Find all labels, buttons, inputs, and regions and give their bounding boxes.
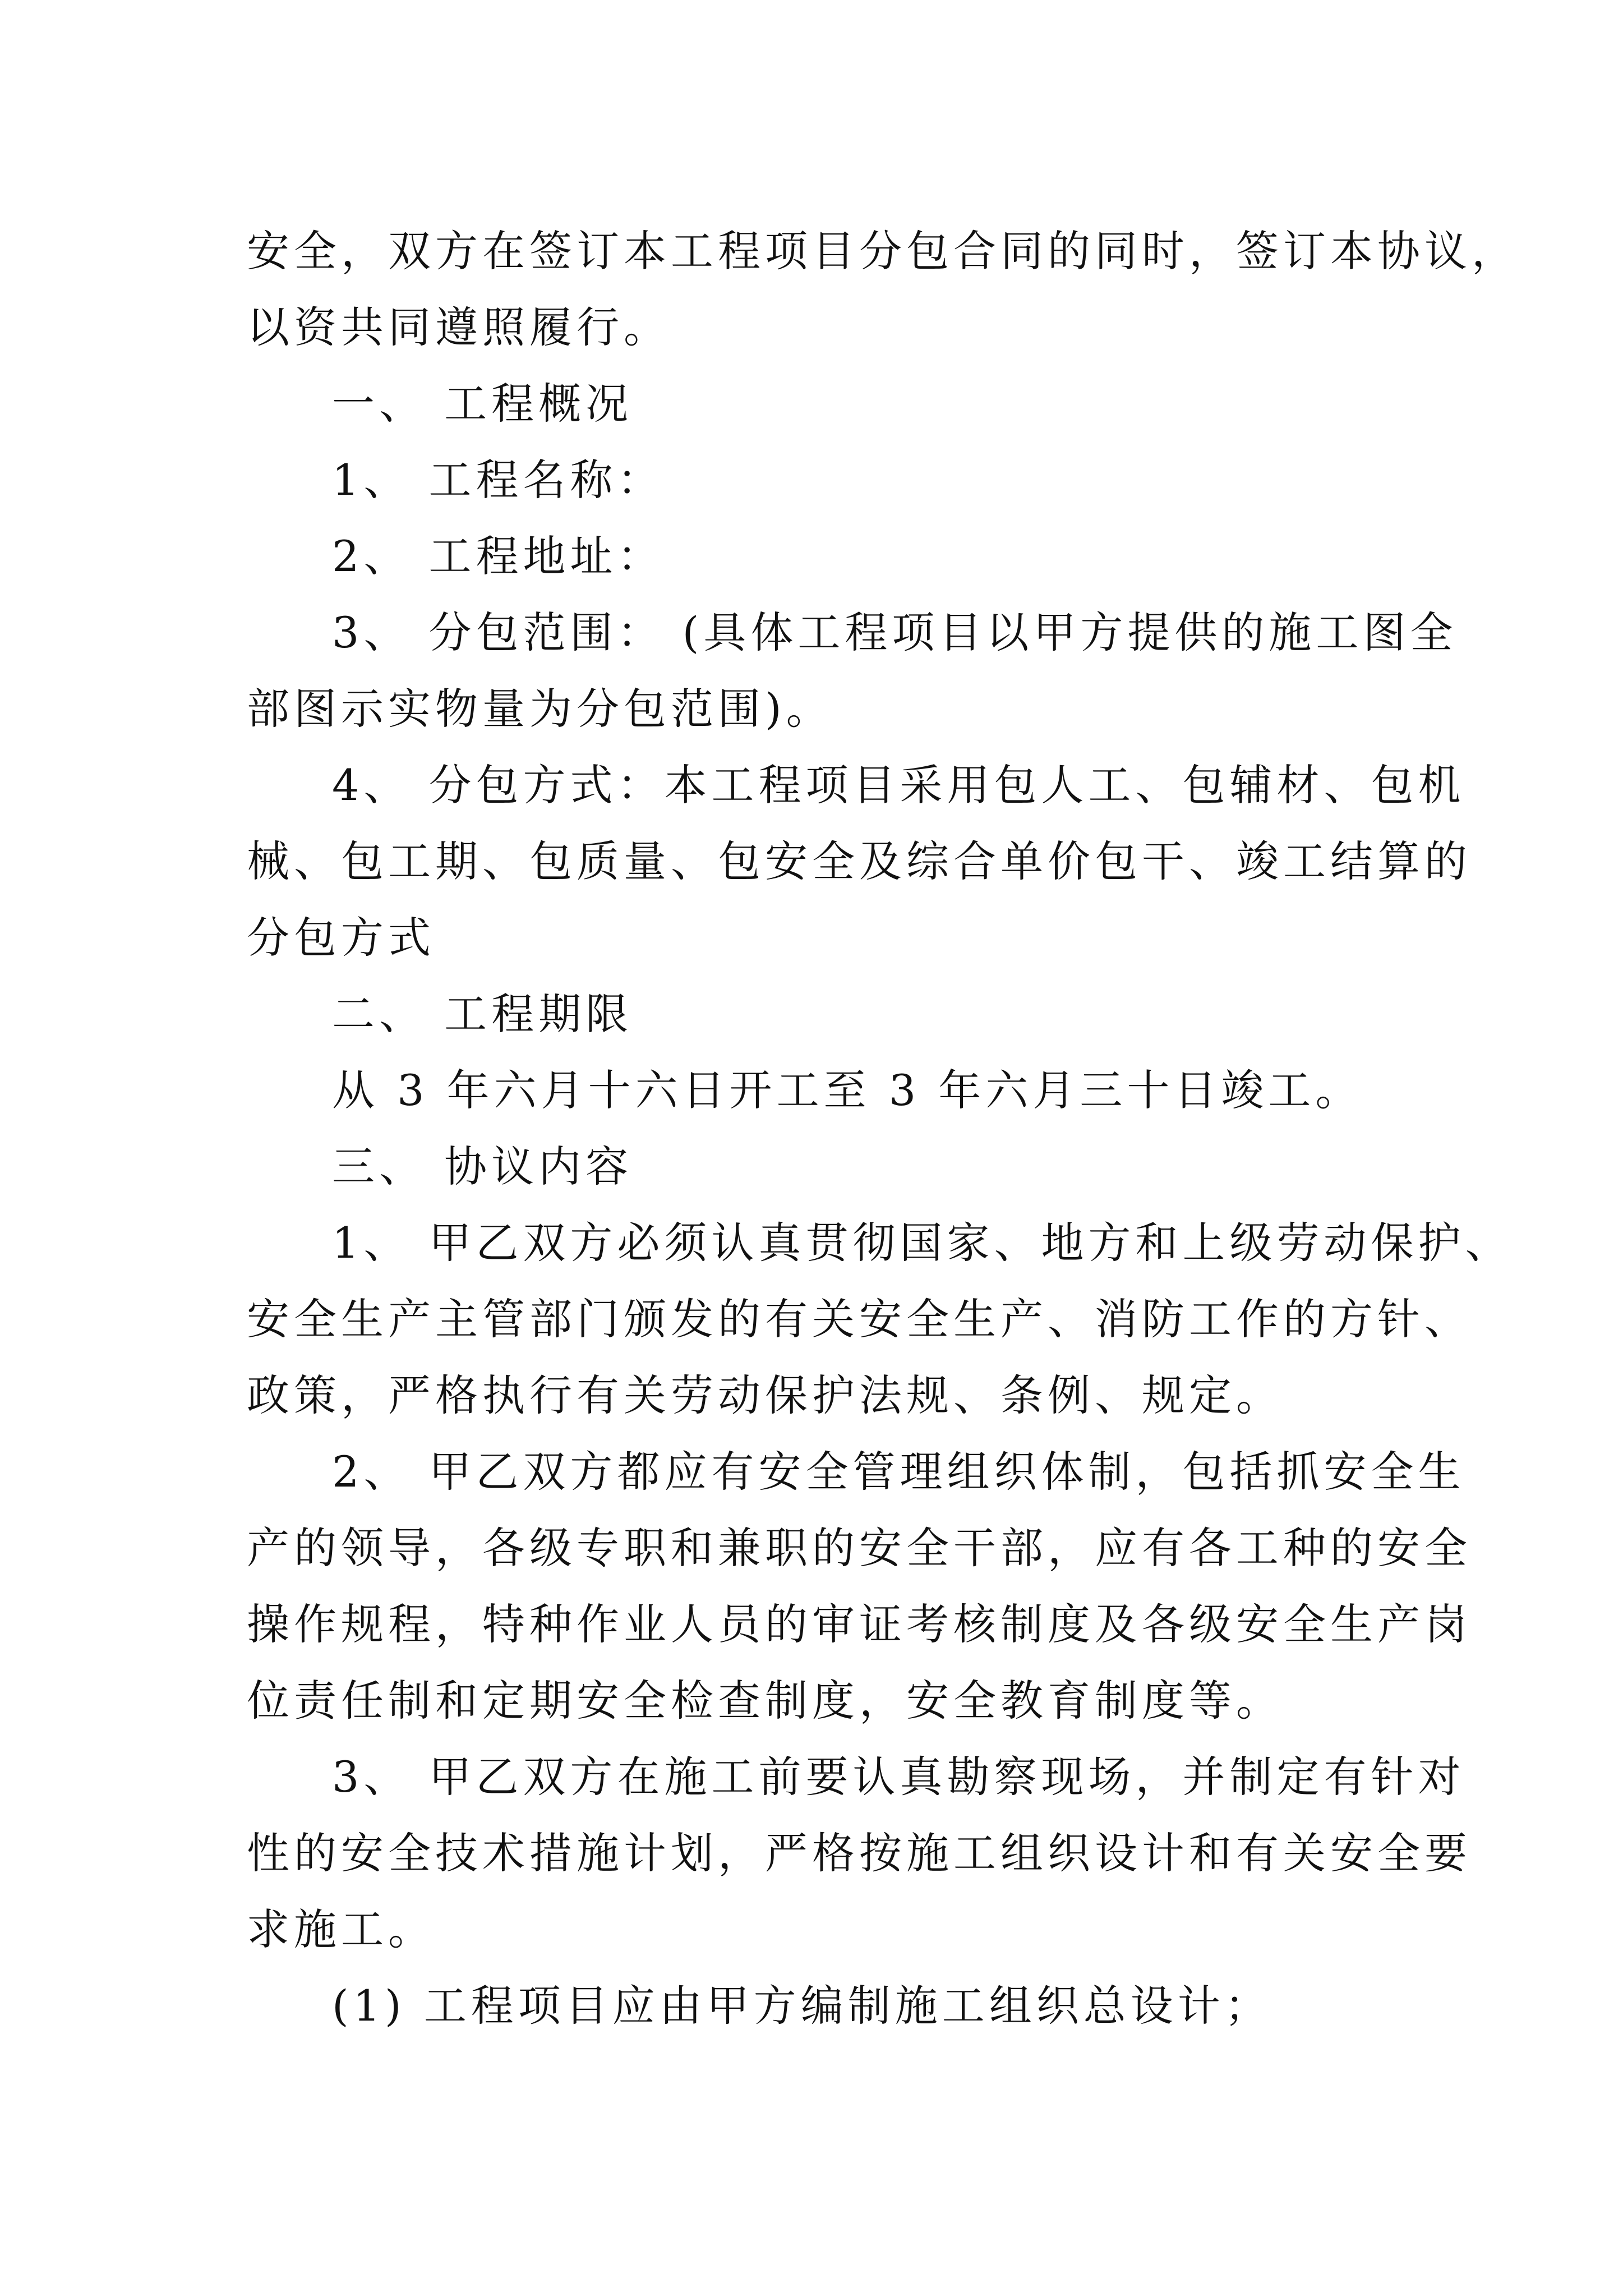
document-body xyxy=(247,213,1519,2044)
text-line: 分包方式 xyxy=(247,913,435,963)
text-line: 求施工。 xyxy=(247,1904,435,1954)
text-line: 3、 甲乙双方在施工前要认真勘察现场，并制定有针对 xyxy=(332,1752,1465,1802)
text-line: 安全，双方在签订本工程项目分包合同的同时，签订本协议， xyxy=(247,226,1519,276)
text-line: 位责任制和定期安全检查制度，安全教育制度等。 xyxy=(247,1676,1283,1726)
text-line: 从 3 年六月十六日开工至 3 年六月三十日竣工。 xyxy=(332,1065,1363,1115)
section-heading-period: 二、 工程期限 xyxy=(332,989,633,1039)
text-line: 4、 分包方式：本工程项目采用包人工、包辅材、包机 xyxy=(332,760,1465,810)
text-line: 1、 甲乙双方必须认真贯彻国家、地方和上级劳动保护、 xyxy=(332,1218,1513,1268)
text-line: (1) 工程项目应由甲方编制施工组织总设计； xyxy=(332,1981,1272,2031)
text-line: 1、 工程名称： xyxy=(332,455,665,505)
text-line: 产的领导，各级专职和兼职的安全干部，应有各工种的安全 xyxy=(247,1523,1472,1573)
text-line: 操作规程，特种作业人员的审证考核制度及各级安全生产岗 xyxy=(247,1599,1472,1649)
text-line: 部图示实物量为分包范围)。 xyxy=(247,684,833,734)
text-line: 政策，严格执行有关劳动保护法规、条例、规定。 xyxy=(247,1370,1283,1420)
section-heading-content: 三、 协议内容 xyxy=(332,1142,633,1191)
text-line: 2、 甲乙双方都应有安全管理组织体制，包括抓安全生 xyxy=(332,1447,1465,1497)
text-line: 安全生产主管部门颁发的有关安全生产、消防工作的方针、 xyxy=(247,1294,1472,1344)
text-line: 3、 分包范围： (具体工程项目以甲方提供的施工图全 xyxy=(332,608,1458,657)
text-line: 以资共同遵照履行。 xyxy=(247,302,671,352)
text-line: 械、包工期、包质量、包安全及综合单价包干、竣工结算的 xyxy=(247,836,1472,886)
section-heading-overview: 一、 工程概况 xyxy=(332,379,633,429)
text-line: 2、 工程地址： xyxy=(332,531,665,581)
text-line: 性的安全技术措施计划，严格按施工组织设计和有关安全要 xyxy=(247,1828,1472,1878)
